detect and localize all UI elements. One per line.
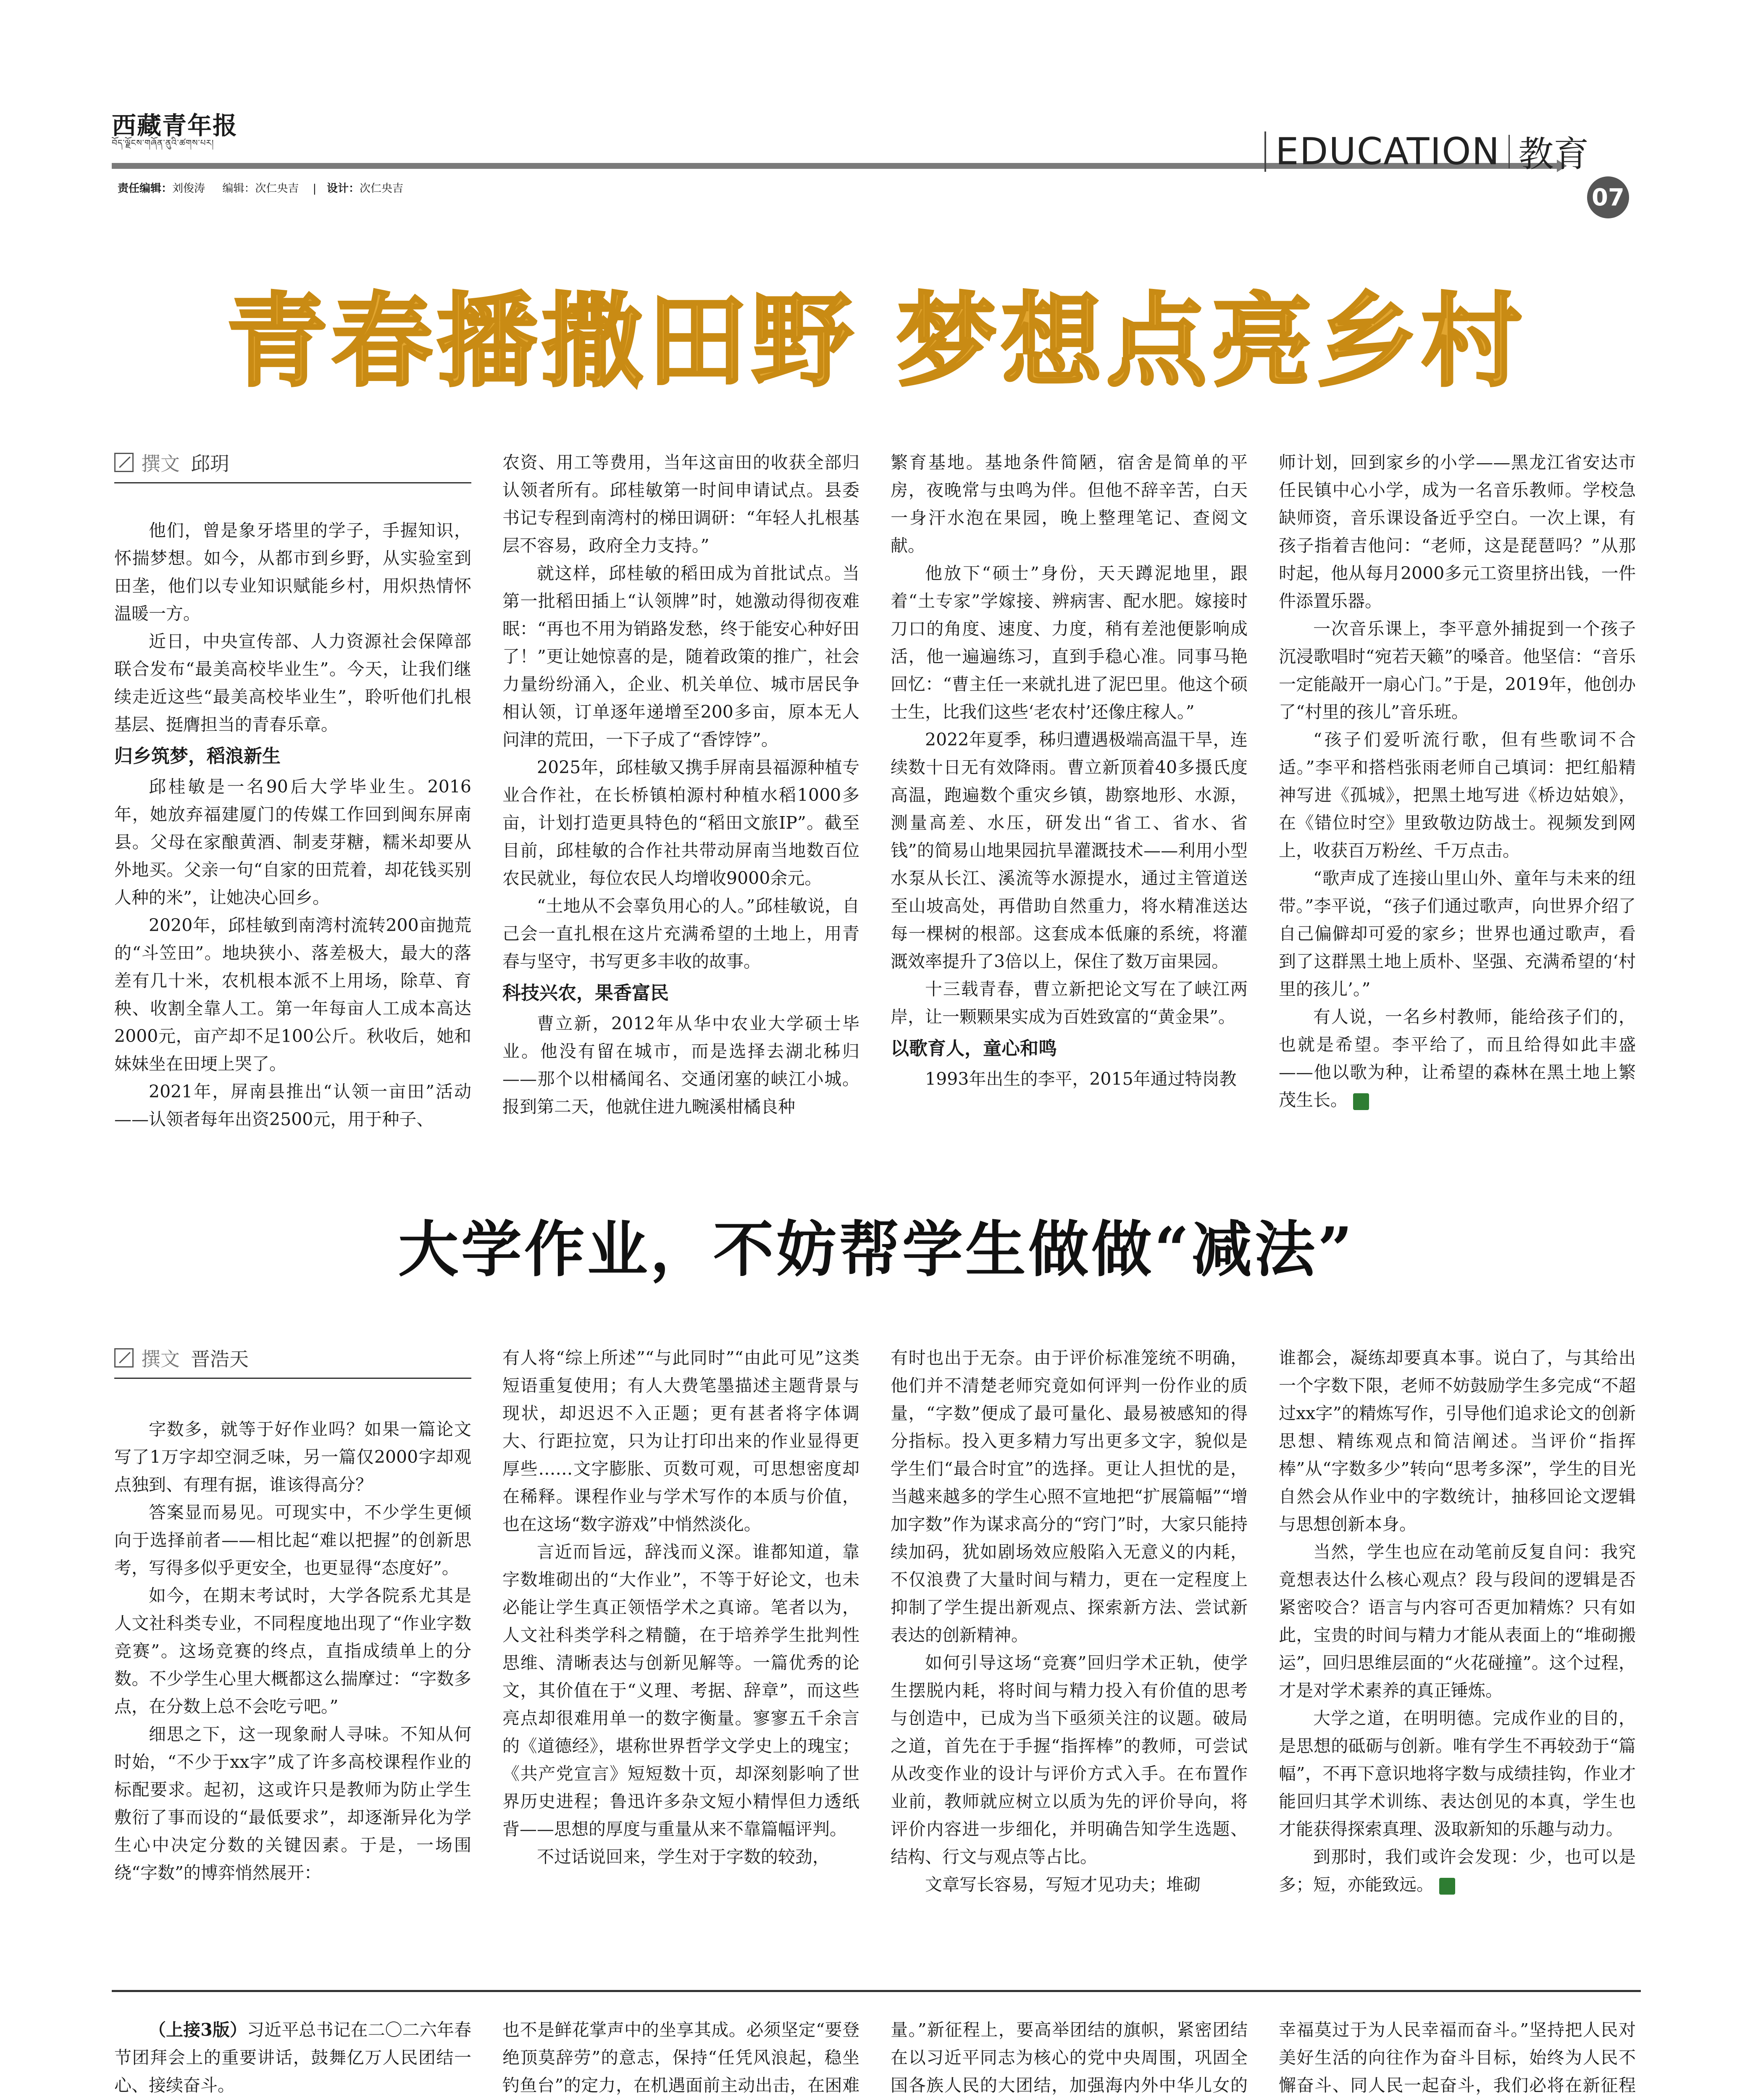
paragraph bbox=[1279, 615, 1636, 726]
paragraph-text: 2025年，邱桂敏又携手屏南县福源种植专业合作社，在长桥镇柏源村种植水稻1000多亩，计划打造更具特色的“稻田文旅IP”。截至目前，邱桂敏的合作社共带动屏南当地数百位农民就业，每位农民人均增收9000余元。 bbox=[502, 757, 859, 888]
article2-headline: 大学作业，不妨帮学生做做“减法” bbox=[398, 1214, 1355, 1285]
paragraph-text: 农资、用工等费用，当年这亩田的收获全部归认领者所有。邱桂敏第一时间申请试点。县委书记专程到南湾村的梯田调研：“年轻人扎根基层不容易，政府全力支持。” bbox=[502, 452, 859, 556]
byline-label: 撰文 bbox=[141, 452, 180, 475]
author-name: 晋浩天 bbox=[191, 1348, 249, 1370]
paragraph-text: 近日，中央宣传部、人力资源社会保障部联合发布“最美高校毕业生”。今天，让我们继续走近这些“最美高校毕业生”，聆听他们扎根基层、挺膺担当的青春乐章。 bbox=[114, 631, 471, 735]
paragraph bbox=[114, 1499, 471, 1582]
paragraph bbox=[1279, 726, 1636, 864]
article1-column-4 bbox=[1279, 449, 1636, 1114]
paragraph-text: 习近平总书记在二〇二六年春节团拜会上的重要讲话，鼓舞亿万人民团结一心、接续奋斗。 bbox=[114, 2020, 472, 2095]
paragraph bbox=[1279, 2016, 1636, 2100]
paragraph bbox=[891, 559, 1248, 726]
paragraph bbox=[114, 1415, 471, 1499]
paragraph-text: 文章写长容易，写短才见功夫；堆砌 bbox=[925, 1874, 1201, 1895]
article2-byline bbox=[114, 1344, 471, 1379]
paragraph bbox=[114, 2016, 471, 2099]
section-chinese: 教育 bbox=[1518, 134, 1589, 175]
paragraph-text: 言近而旨远，辞浅而义深。谁都知道，靠字数堆砌出的“大作业”，不等于好论文，也未必能让学生真正领悟学术之真谛。笔者以为，人文社科类学科之精髓，在于培养学生批判性思维、清晰表达与创新见解等。一篇优秀的论文，其价值在于“义理、考据、辞章”，而这些亮点却很难用单一的数字衡量。寥寥五千余言的《道德经》，堪称世界哲学文学史上的瑰宝；《共产党宣言》短短数十页，却深刻影响了世界历史进程；鲁迅许多杂文短小精悍但力透纸背——思想的厚度与重量从来不靠篇幅评判。 bbox=[502, 1542, 859, 1839]
pen-icon bbox=[114, 453, 134, 472]
article3-column-2 bbox=[502, 2016, 859, 2100]
paragraph-text: “歌声成了连接山里山外、童年与未来的纽带。”李平说，“孩子们通过歌声，向世界介绍了自己偏僻却可爱的家乡；世界也通过歌声，看到了这群黑土地上质朴、坚强、充满希望的‘村里的孩儿’。” bbox=[1279, 868, 1636, 999]
paragraph bbox=[502, 1344, 859, 1538]
paragraph bbox=[114, 1078, 471, 1133]
section-english: EDUCATION bbox=[1275, 130, 1501, 173]
article3-column-4 bbox=[1279, 2016, 1636, 2100]
paragraph bbox=[502, 449, 859, 559]
paragraph-text: 师计划，回到家乡的小学——黑龙江省安达市任民镇中心小学，成为一名音乐教师。学校急缺师资，音乐课设备近乎空白。一次上课，有孩子指着吉他问：“老师，这是琵琶吗？”从那时起，他从每月2000多元工资里挤出钱，一件件添置乐器。 bbox=[1279, 452, 1636, 611]
paragraph-text: 有人将“综上所述”“与此同时”“由此可见”这类短语重复使用；有人大费笔墨描述主题背景与现状，却迟迟不入正题；更有甚者将字体调大、行距拉宽，只为让打印出来的作业显得更厚些……文字膨胀、页数可观，可思想密度却在稀释。课程作业与学术写作的本质与价值，也在这场“数字游戏”中悄然淡化。 bbox=[502, 1348, 859, 1534]
paragraph-text: 他放下“硕士”身份，天天蹲泥地里，跟着“土专家”学嫁接、辨病害、配水肥。嫁接时刀口的角度、速度、力度，稍有差池便影响成活，他一遍遍练习，直到手稳心准。同事马艳回忆：“曹主任一来就扎进了泥巴里。他这个硕士生，比我们这些‘老农村’还像庄稼人。” bbox=[891, 563, 1248, 722]
paragraph-text: “孩子们爱听流行歌，但有些歌词不合适。”李平和搭档张雨老师自己填词：把红船精神写进《孤城》，把黑土地写进《桥边姑娘》，在《错位时空》里致敬边防战士。视频发到网上，收获百万粉丝、千万点击。 bbox=[1279, 730, 1636, 861]
paragraph-text: 谁都会，凝练却要真本事。说白了，与其给出一个字数下限，老师不妨鼓励学生多完成“不超过xx字”的精炼写作，引导他们追求论文的创新思想、精练观点和简洁阐述。当评价“指挥棒”从“字数多少”转向“思考多深”，学生的目光自然会从作业中的字数统计，抽移回论文逻辑与思想创新本身。 bbox=[1279, 1348, 1636, 1534]
paragraph bbox=[502, 1843, 859, 1871]
paragraph bbox=[891, 2016, 1248, 2100]
section-separator bbox=[1509, 135, 1510, 168]
article3-column-3 bbox=[891, 2016, 1248, 2100]
paragraph bbox=[1279, 1704, 1636, 1843]
paragraph-text: 答案显而易见。可现实中，不少学生更倾向于选择前者——相比起“难以把握”的创新思考，写得多似乎更安全，也更显得“态度好”。 bbox=[114, 1502, 471, 1578]
paragraph bbox=[502, 753, 859, 892]
article1-column-3 bbox=[891, 449, 1248, 1093]
article1-headline: 青春播撒田野 梦想点亮乡村 bbox=[226, 283, 1527, 400]
pen-icon bbox=[114, 1348, 134, 1368]
paragraph bbox=[891, 1649, 1248, 1871]
paragraph-text: 到那时，我们或许会发现：少，也可以是多；短，亦能致远。 bbox=[1279, 1847, 1636, 1895]
paragraph-text: 曹立新，2012年从华中农业大学硕士毕业。他没有留在城市，而是选择去湖北秭归——那个以柑橘闻名、交通闭塞的峡江小城。报到第二天，他就住进九畹溪柑橘良种 bbox=[502, 1013, 859, 1117]
paragraph bbox=[114, 911, 471, 1078]
continued-label: （上接3版） bbox=[149, 2020, 247, 2040]
section-divider bbox=[112, 1990, 1641, 1992]
article2-column-3 bbox=[891, 1344, 1248, 1898]
copyeditor-name: 次仁央吉 bbox=[255, 182, 299, 195]
paragraph bbox=[891, 975, 1248, 1031]
copyeditor-label: 编辑： bbox=[222, 182, 255, 195]
paragraph bbox=[114, 627, 471, 738]
paragraph bbox=[891, 449, 1248, 559]
paragraph-text: 十三载青春，曹立新把论文写在了峡江两岸，让一颗颗果实成为百姓致富的“黄金果”。 bbox=[891, 979, 1248, 1027]
subheading bbox=[114, 743, 471, 770]
paragraph-text: 细思之下，这一现象耐人寻味。不知从何时始，“不少于xx字”成了许多高校课程作业的标配要求。起初，这或许只是教师为防止学生敷衍了事而设的“最低要求”，却逐渐异化为学生心中决定分数的关键因素。于是，一场围绕“字数”的博弈悄然展开： bbox=[114, 1724, 471, 1883]
paragraph bbox=[502, 559, 859, 753]
article2-column-4 bbox=[1279, 1344, 1636, 1898]
paragraph-text: 如何引导这场“竞赛”回归学术正轨，使学生摆脱内耗，将时间与精力投入有价值的思考与创造中，已成为当下亟须关注的议题。破局之道，首先在于手握“指挥棒”的教师，可尝试从改变作业的设计与评价方式入手。在布置作业前，教师就应树立以质为先的评价导向，将评价内容进一步细化，并明确告知学生选题、结构、行文与观点等占比。 bbox=[891, 1653, 1248, 1867]
paragraph-text: 一次音乐课上，李平意外捕捉到一个孩子沉浸歌唱时“宛若天籁”的嗓音。他坚信：“音乐一定能敲开一扇心门。”于是，2019年，他创办了“村里的孩儿”音乐班。 bbox=[1279, 619, 1636, 722]
paragraph-text: 1993年出生的李平，2015年通过特岗教 bbox=[925, 1069, 1237, 1089]
paragraph-text: 2021年，屏南县推出“认领一亩田”活动——认领者每年出资2500元，用于种子、 bbox=[114, 1082, 471, 1129]
paragraph bbox=[1279, 864, 1636, 1003]
paragraph bbox=[891, 1871, 1248, 1898]
article1-column-2 bbox=[502, 449, 859, 1121]
paragraph bbox=[1279, 449, 1636, 615]
paragraph-text: 繁育基地。基地条件简陋，宿舍是简单的平房，夜晚常与虫鸣为伴。但他不辞辛苦，白天一身汗水泡在果园，晚上整理笔记、查阅文献。 bbox=[891, 452, 1248, 556]
paragraph bbox=[1279, 1538, 1636, 1704]
paragraph bbox=[1279, 1843, 1636, 1898]
paragraph-text: 幸福莫过于为人民幸福而奋斗。”坚持把人民对美好生活的向往作为奋斗目标，始终为人民不懈奋斗、同人民一起奋斗，我们必将在新征程 bbox=[1279, 2020, 1636, 2095]
page-number-badge: 07 bbox=[1587, 176, 1629, 218]
end-mark-icon: 青 bbox=[1439, 1878, 1455, 1895]
paragraph-text: 2020年，邱桂敏到南湾村流转200亩抛荒的“斗笠田”。地块狭小、落差极大，最大的落差有几十米，农机根本派不上用场，除草、育秧、收割全靠人工。第一年每亩人工成本高达2000元，亩产却不足100公斤。秋收后，她和妹妹坐在田埂上哭了。 bbox=[114, 915, 471, 1074]
designer-label: 设计： bbox=[327, 182, 360, 195]
paragraph bbox=[891, 1065, 1248, 1093]
paragraph-text: 以歌育人，童心和鸣 bbox=[891, 1038, 1057, 1059]
article2-column-1 bbox=[114, 1415, 471, 1887]
paragraph-text: 大学之道，在明明德。完成作业的目的，是思想的砥砺与创新。唯有学生不再较劲于“篇幅”，不再下意识地将字数与成绩挂钩，作业才能回归其学术训练、表达创见的本真，学生也才能获得探索真理、汲取新知的乐趣与动力。 bbox=[1279, 1708, 1636, 1839]
paragraph bbox=[114, 1720, 471, 1887]
article1-column-1 bbox=[114, 517, 471, 1133]
paragraph-text: 也不是鲜花掌声中的坐享其成。必须坚定“要登绝顶莫辞劳”的意志，保持“任凭风浪起，稳坐钓鱼台”的定力，在机遇面前主动出击，在困难 bbox=[502, 2020, 859, 2095]
paragraph bbox=[891, 726, 1248, 975]
editor-label: 责任编辑： bbox=[118, 182, 173, 195]
paragraph bbox=[114, 773, 471, 911]
paragraph bbox=[891, 1344, 1248, 1649]
article1-byline bbox=[114, 449, 471, 483]
paragraph-text: 有时也出于无奈。由于评价标准笼统不明确，他们并不清楚老师究竟如何评判一份作业的质量，“字数”便成了最可量化、最易被感知的得分指标。投入更多精力写出更多文字，貌似是学生们“最合时宜”的选择。更让人担忧的是，当越来越多的学生心照不宣地把“扩展篇幅”“增加字数”作为谋求高分的“窍门”时，大家只能持续加码，犹如剧场效应般陷入无意义的内耗，不仅浪费了大量时间与精力，更在一定程度上抑制了学生提出新观点、探索新方法、尝试新表达的创新精神。 bbox=[891, 1348, 1248, 1645]
section-bar bbox=[1264, 131, 1266, 172]
credits: 责任编辑：刘俊涛 编辑：次仁央吉 | 设计：次仁央吉 bbox=[118, 182, 404, 195]
paragraph bbox=[502, 892, 859, 975]
masthead-subtitle: བོད་ལྗོངས་གཞོན་ནུའི་ཚགས་པར། bbox=[112, 138, 214, 148]
subheading bbox=[891, 1035, 1248, 1063]
paragraph bbox=[1279, 1003, 1636, 1114]
paragraph-text: 科技兴农，果香富民 bbox=[502, 982, 669, 1004]
paragraph-text: 量。”新征程上，要高举团结的旗帜，紧密团结在以习近平同志为核心的党中央周围，巩固全国各族人民的大团结，加强海内外中华儿女的 bbox=[891, 2020, 1248, 2095]
paragraph bbox=[502, 1538, 859, 1843]
paragraph-text: 有人说，一名乡村教师，能给孩子们的，也就是希望。李平给了，而且给得如此丰盛——他以歌为种，让希望的森林在黑土地上繁茂生长。 bbox=[1279, 1007, 1636, 1110]
masthead-title: 西藏青年报 bbox=[112, 111, 238, 140]
end-mark-icon: 青 bbox=[1353, 1093, 1369, 1110]
paragraph-text: 就这样，邱桂敏的稻田成为首批试点。当第一批稻田插上“认领牌”时，她激动得彻夜难眠：“再也不用为销路发愁，终于能安心种好田了！”更让她惊喜的是，随着政策的推广，社会力量纷纷涌入，企业、机关单位、城市居民争相认领，订单逐年递增至200多亩，原本无人问津的荒田，一下子成了“香饽饽”。 bbox=[502, 563, 859, 750]
paragraph bbox=[114, 1582, 471, 1720]
byline-label: 撰文 bbox=[141, 1348, 180, 1370]
editor-name: 刘俊涛 bbox=[172, 182, 205, 195]
designer-name: 次仁央吉 bbox=[360, 182, 404, 195]
paragraph bbox=[114, 517, 471, 627]
section-header bbox=[1264, 126, 1589, 177]
article2-column-2 bbox=[502, 1344, 859, 1871]
author-name: 邱玥 bbox=[191, 452, 229, 475]
paragraph-text: 不过话说回来，学生对于字数的较劲， bbox=[537, 1847, 830, 1867]
paragraph-text: 字数多，就等于好作业吗？如果一篇论文写了1万字却空洞乏味，另一篇仅2000字却观点独到、有理有据，谁该得高分？ bbox=[114, 1419, 471, 1495]
paragraph-text: “土地从不会辜负用心的人。”邱桂敏说，自己会一直扎根在这片充满希望的土地上，用青春与坚守，书写更多丰收的故事。 bbox=[502, 896, 859, 971]
paragraph-text: 如今，在期末考试时，大学各院系尤其是人文社科类专业，不同程度地出现了“作业字数竞赛”。这场竞赛的终点，直指成绩单上的分数。不少学生心里大概都这么揣摩过：“字数多点，在分数上总不会吃亏吧。” bbox=[114, 1586, 471, 1717]
paragraph bbox=[502, 2016, 859, 2100]
subheading bbox=[502, 979, 859, 1007]
paragraph-text: 2022年夏季，秭归遭遇极端高温干旱，连续数十日无有效降雨。曹立新顶着40多摄氏度高温，跑遍数个重灾乡镇，勘察地形、水源，测量高差、水压，研发出“省工、省水、省钱”的简易山地果园抗旱灌溉技术——利用小型水泵从长江、溪流等水源提水，通过主管道送至山坡高处，再借助自然重力，将水精准送达每一棵树的根部。这套成本低廉的系统，将灌溉效率提升了3倍以上，保住了数万亩果园。 bbox=[891, 730, 1248, 971]
paragraph-text: 当然，学生也应在动笔前反复自问：我究竟想表达什么核心观点？段与段间的逻辑是否紧密咬合？语言与内容可否更加精炼？只有如此，宝贵的时间与精力才能从表面上的“堆砌搬运”，回归思维层面的“火花碰撞”。这个过程，才是对学术素养的真正锤炼。 bbox=[1279, 1542, 1636, 1701]
paragraph-text: 他们，曾是象牙塔里的学子，手握知识，怀揣梦想。如今，从都市到乡野，从实验室到田垄，他们以专业知识赋能乡村，用炽热情怀温暖一方。 bbox=[114, 520, 471, 624]
article3-column-1 bbox=[114, 2016, 471, 2100]
paragraph-text: 邱桂敏是一名90后大学毕业生。2016年，她放弃福建厦门的传媒工作回到闽东屏南县。父母在家酿黄酒、制麦芽糖，糯米却要从外地买。父亲一句“自家的田荒着，却花钱买别人种的米”，让她决心回乡。 bbox=[114, 777, 471, 908]
paragraph bbox=[502, 1010, 859, 1121]
paragraph bbox=[1279, 1344, 1636, 1538]
paragraph-text: 归乡筑梦，稻浪新生 bbox=[114, 746, 281, 767]
